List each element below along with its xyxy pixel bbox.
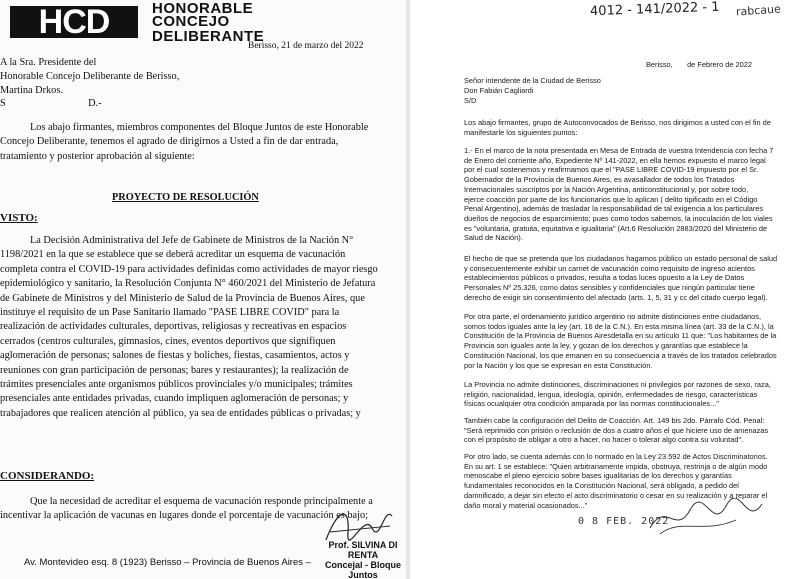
- text-line: Constitución Nacional, los que emanen en su consecuencia a través de los tratados celebrados: [464, 350, 777, 360]
- left-place-date: Berisso, 21 de marzo del 2022: [248, 41, 364, 51]
- text-line: Constitución de la Provincia de Buenos Airesdetalla en su artículo 11 que: "Los habitantes de la: [464, 331, 777, 341]
- signatory-role: Concejal - Bloque Juntos: [324, 560, 401, 579]
- text-line: trabajadores que realicen atención al público, ya sea de entidades públicas o privadas; y: [0, 407, 361, 419]
- visto-heading: VISTO:: [0, 212, 38, 224]
- right-paragraph-3: [464, 312, 782, 370]
- left-addressee-line: Martina Drkos.: [0, 85, 63, 96]
- hcd-logo: HCD: [10, 6, 138, 38]
- text-line: 1.- En el marco de la nota presentada en Mesa de Entrada de vuestra Intendencia con fecha 7: [464, 146, 774, 155]
- text-line: damnificado, a dejar sin efecto el acto discriminatorio o cesar en su realización y a reparar el: [464, 490, 768, 500]
- text-line: es "voluntaria, gratuita, equitativa e igualitaria" (Art.6 Resolución 2883/2020 del Ministerio de: [464, 223, 768, 233]
- handwritten-note: rabcaue: [735, 2, 782, 19]
- considerando-heading: CONSIDERANDO:: [0, 470, 95, 482]
- text-line: con el propósito de obligar a otro a hacer, no hacer o tolerar algo contra su voluntad".: [464, 435, 744, 445]
- right-paragraph-5: [464, 416, 782, 445]
- right-addressee-line: S/D: [464, 96, 477, 105]
- brand-line-2: CONCEJO: [152, 13, 230, 30]
- text-line: instituye el requisito de un Pase Sanitario llamado "PASE LIBRE COVID" para la: [0, 307, 340, 319]
- text-line: religión, nacionalidad, lengua, ideología, opinión, enfermedades de riesgo, características: [464, 389, 758, 399]
- text-line: y consecuentemente exhibir un carnet de vacunación como requisito de ingreso acientos: [464, 263, 755, 273]
- right-paragraph-2: [464, 254, 782, 303]
- text-line: somos todos iguales ante la ley (art. 16 de la C.N.). En esta misma línea (art. 33 de la C.N.), la: [464, 321, 774, 331]
- handwritten-file-number: 4012 - 141/2022 - 1: [589, 0, 720, 20]
- text-line: de Gabinete de Ministros y del Ministerio de Salud de la Provincia de Buenos Aires, que: [0, 292, 365, 304]
- text-line: establecimientos públicos o privados, resulta a todas luces opuesto a la Ley de Datos: [464, 273, 745, 283]
- reception-date-stamp: 0 8 FEB. 2022: [578, 516, 670, 527]
- text-line: 1198/2021 en la que se establece que se deberá acreditar un esquema de vacunación: [0, 249, 346, 261]
- text-line: derecho de exigir sin consentimiento del afectado (arts. 1, 5, 31 y cc del citado cuerpo legal).: [464, 292, 768, 302]
- text-line: También cabe la configuración del Delito de Coacción. Art. 149 bis 2do. Párrafo Cód. Penal:: [464, 416, 765, 425]
- text-line: ejerce coacción por parte de los funcionarios que lo aplican ( delito tipificado en el Código: [464, 194, 758, 204]
- right-addressee-line: Señor intendente de la Ciudad de Berisso: [464, 76, 601, 85]
- visto-paragraph: [0, 234, 392, 421]
- text-line: La Decisión Administrativa del Jefe de Gabinete de Ministros de la Nación N°: [30, 235, 354, 246]
- text-line: completa contra el COVID-19 para actividades definidas como actividades de mayor riesgo: [0, 263, 378, 275]
- text-line: reuniones con gran participación de personas; bares y restaurantes); la realización de: [0, 364, 349, 376]
- text-line: epidemiológico y sanitario, la Resolución Conjunta N° 460/2021 del Ministerio de Jefatura: [0, 278, 376, 290]
- text-line: incentivar la aplicación de vacunas en lugares donde el porcentaje de vacunación es bajo;: [0, 510, 368, 522]
- text-line: daño moral y material ocasionados...": [464, 500, 588, 510]
- right-document-page: [410, 0, 800, 579]
- text-line: En su art. 1 se establece: "Quien arbitrariamente impida, obstruya, restrinja o de algún modo: [464, 461, 768, 471]
- text-line: presenciales ante entidades privadas, cuando impliquen aglomeración de personas; y: [0, 393, 349, 405]
- text-line: trámites presenciales ante organismos públicos provinciales y/o municipales; trámites: [0, 379, 353, 391]
- right-addressee-line: Don Fabián Cagliardi: [464, 86, 534, 95]
- text-line: tratamiento y posterior aprobación al siguiente:: [0, 150, 195, 162]
- text-line: Los abajo firmantes, grupo de Autoconvocados de Berisso, nos dirigimos a usted con el fin de: [464, 118, 771, 127]
- text-line: de Enero del corriente año, Expediente Nº 141-2022, en ella hemos expuesto el marco legal: [464, 155, 766, 165]
- text-line: Personales Nº 25.326, como datos sensibles y confidenciales que ningún particular tiene: [464, 283, 755, 293]
- text-line: Penal Argentino), además de trasladar la responsabilidad de tal exigencia a los particulares: [464, 204, 764, 214]
- text-line: El hecho de que se pretenda que los ciudadanos hagamos público un estado personal de salud: [464, 254, 778, 263]
- text-line: Por otra parte, el ordenamiento jurídico argentino no admite distinciones entre ciudadanos,: [464, 312, 762, 321]
- text-line: Gobernador de la Provincia de Buenos Aires, es avasallador de todos los Tratados: [464, 175, 735, 185]
- project-title: PROYECTO DE RESOLUCIÓN: [112, 192, 259, 203]
- left-addressee-line: S D.-: [0, 98, 102, 109]
- text-line: físicas ocualquier otra condición amparada por las normas constitucionales...": [464, 399, 719, 409]
- text-line: cerrados (centros culturales, gimnasios, cines, eventos deportivos que signifiquen: [0, 335, 336, 347]
- text-line: manifestarle los siguientes puntos:: [464, 127, 578, 137]
- text-line: La Provincia no admite distinciones, discriminaciones ni privilegios por razones de sexo, raza,: [464, 380, 771, 389]
- text-line: realización de actividades culturales, deportivas, religiosas y recreativas en espacios: [0, 321, 347, 333]
- text-line: Provincia son iguales ante la ley, y gozan de los derechos y garantías que establece la: [464, 341, 748, 351]
- text-line: Concejo Deliberante, tenemos el agrado de dirigirnos a Usted a fin de dar entrada,: [0, 136, 339, 148]
- left-addressee-line: Honorable Concejo Deliberante de Berisso,: [0, 71, 180, 82]
- letterhead-footer: Av. Montevideo esq. 8 (1923) Berisso – Provincia de Buenos Aires –: [24, 557, 311, 568]
- brand-line-3: DELIBERANTE: [152, 28, 265, 45]
- text-line: dueños de negocios de esparcimiento; pues como todos sabemos, la inoculación de los viales: [464, 213, 773, 223]
- text-line: Que la necesidad de acreditar el esquema de vacunación responde principalmente a: [30, 496, 373, 507]
- left-addressee-line: A la Sra. Presidente del: [0, 57, 97, 68]
- text-line: Salud de Nación).: [464, 233, 523, 243]
- brand-name: [152, 2, 264, 43]
- right-place-date: Berisso, de Febrero de 2022: [646, 60, 752, 69]
- left-intro-paragraph: [0, 121, 392, 164]
- right-paragraph-4: [464, 380, 782, 409]
- signatory-name: Prof. SILVINA DI RENTA: [328, 540, 398, 560]
- text-line: "Será reprimido con prisión o reclusión de dos a cuatro años el que hiciere uso de amenazas: [464, 425, 769, 435]
- brand-line-1: HONORABLE: [152, 0, 254, 17]
- text-line: Por otro lado, se cuenta además con lo normado en la Ley 23.592 de Actos Discriminatorios.: [464, 452, 768, 461]
- signatory: [320, 540, 406, 579]
- text-line: Internacionales suscriptos por la Nación Argentina, anticonstitucional y, por sobre todo,: [464, 184, 749, 194]
- right-intro-paragraph: [464, 118, 782, 137]
- text-line: por la Nación y los que se expresan en esta Constitución.: [464, 360, 653, 370]
- text-line: por el cual sostenemos y reafirmamos que el "PASE LIBRE COVID-19 impuesto por el Sr.: [464, 165, 759, 175]
- text-line: fundamentales reconocidos en la Constitución Nacional, será obligado, a pedido del: [464, 481, 739, 491]
- text-line: menoscabe el pleno ejercicio sobre bases igualitarias de los derechos y garantías: [464, 471, 732, 481]
- right-paragraph-1: [464, 146, 782, 243]
- text-line: Los abajo firmantes, miembros componentes del Bloque Juntos de este Honorable: [30, 122, 369, 133]
- text-line: aglomeración de personas; salones de fiestas y boliches, fiestas, casamientos, actos y: [0, 350, 350, 362]
